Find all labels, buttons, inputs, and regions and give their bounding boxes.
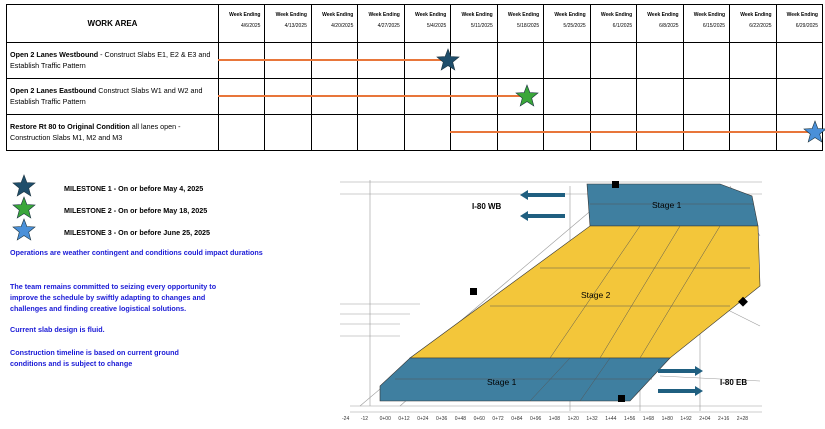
week-ending-label: Week Ending bbox=[647, 12, 679, 18]
milestone-star-icon bbox=[803, 120, 825, 149]
week-ending-label: Week Ending bbox=[322, 12, 354, 18]
week-ending-label: Week Ending bbox=[740, 12, 772, 18]
stage1-top-label: Stage 1 bbox=[652, 200, 682, 210]
week-header bbox=[311, 4, 358, 43]
week-date: 5/18/2025 bbox=[516, 23, 540, 29]
schedule-cell bbox=[683, 78, 730, 115]
schedule-cell bbox=[683, 42, 730, 79]
station-label: 2+28 bbox=[736, 416, 749, 422]
task-duration-bar bbox=[450, 131, 815, 133]
note-timeline: Construction timeline is based on current ground conditions and is subject to change bbox=[10, 348, 179, 369]
site-plan-map bbox=[340, 176, 762, 424]
site-plan-svg bbox=[340, 176, 762, 424]
schedule-cell bbox=[776, 78, 823, 115]
week-header bbox=[497, 4, 544, 43]
task-title: Open 2 Lanes Eastbound bbox=[10, 86, 97, 96]
note-commitment: The team remains committed to seizing every opportunity to improve the schedule by swiftly adapting to changes and challenges and finding creative logistical solutions. bbox=[10, 282, 217, 314]
stage1-bottom-label: Stage 1 bbox=[487, 377, 517, 387]
task-title: Restore Rt 80 to Original Condition bbox=[10, 122, 130, 132]
week-ending-label: Week Ending bbox=[554, 12, 586, 18]
station-label: 0+84 bbox=[511, 416, 523, 422]
week-date: 4/27/2025 bbox=[377, 23, 400, 29]
schedule-cell bbox=[729, 42, 776, 79]
milestone-text: MILESTONE 3 - On or before June 25, 2025 bbox=[64, 228, 211, 237]
schedule-cell bbox=[404, 114, 451, 151]
stage1-bottom-area bbox=[380, 358, 670, 401]
station-label: 1+80 bbox=[661, 416, 673, 422]
week-header bbox=[404, 4, 451, 43]
week-ending-label: Week Ending bbox=[368, 12, 400, 18]
week-date: 6/15/2025 bbox=[702, 23, 726, 29]
eb-label: I-80 EB bbox=[720, 378, 748, 387]
week-date: 6/29/2025 bbox=[795, 23, 818, 29]
station-label: 0+96 bbox=[530, 416, 542, 422]
schedule-cell bbox=[543, 42, 590, 79]
task-title: Open 2 Lanes Westbound bbox=[10, 50, 99, 60]
week-header bbox=[450, 4, 497, 43]
week-ending-label: Week Ending bbox=[275, 12, 307, 18]
schedule-cell bbox=[776, 42, 823, 79]
station-label: 1+08 bbox=[548, 416, 561, 422]
schedule-cell bbox=[357, 114, 404, 151]
station-label: 0+12 bbox=[398, 416, 410, 422]
schedule-cell bbox=[311, 114, 358, 151]
schedule-cell bbox=[729, 78, 776, 115]
schedule-cell bbox=[636, 78, 683, 115]
station-label: -24 bbox=[342, 416, 350, 422]
survey-marker bbox=[470, 288, 477, 295]
week-header bbox=[729, 4, 776, 43]
wb-arrow bbox=[520, 211, 565, 221]
week-ending-label: Week Ending bbox=[600, 12, 633, 18]
milestone-text: MILESTONE 2 - On or before May 18, 2025 bbox=[64, 206, 208, 215]
station-label: 1+20 bbox=[567, 416, 579, 422]
station-label: 1+44 bbox=[605, 416, 617, 422]
station-label: 1+32 bbox=[586, 416, 598, 422]
stage2-label: Stage 2 bbox=[581, 290, 611, 300]
week-date: 5/4/2025 bbox=[426, 23, 447, 29]
schedule-cell bbox=[636, 42, 683, 79]
station-label: 2+04 bbox=[699, 416, 711, 422]
week-date: 5/25/2025 bbox=[563, 23, 586, 29]
work-area-header: WORK AREA bbox=[6, 4, 219, 43]
eb-arrow bbox=[658, 366, 703, 376]
station-label: 0+48 bbox=[454, 416, 467, 422]
week-header bbox=[357, 4, 404, 43]
note-weather: Operations are weather contingent and conditions could impact durations bbox=[10, 248, 263, 257]
milestone-text: MILESTONE 1 - On or before May 4, 2025 bbox=[64, 184, 204, 193]
schedule-cell bbox=[590, 78, 637, 115]
week-header bbox=[636, 4, 683, 43]
survey-marker bbox=[612, 181, 619, 188]
week-ending-label: Week Ending bbox=[414, 12, 447, 18]
station-label: 1+68 bbox=[642, 416, 655, 422]
task-name bbox=[6, 78, 219, 115]
eb-traffic-arrows bbox=[658, 366, 703, 396]
task-detail: - Construct Slabs E1, E2 & E3 and Establish Traffic Pattern bbox=[10, 50, 211, 70]
wb-arrow bbox=[520, 190, 565, 200]
week-header bbox=[590, 4, 637, 43]
task-duration-bar bbox=[218, 95, 527, 97]
week-ending-label: Week Ending bbox=[507, 12, 540, 18]
note-slab-design: Current slab design is fluid. bbox=[10, 325, 105, 334]
week-ending-label: Week Ending bbox=[786, 12, 818, 18]
task-detail: all lanes open - Construction Slabs M1, M2 and M3 bbox=[10, 122, 181, 142]
milestone-star-icon bbox=[515, 84, 539, 113]
week-header bbox=[543, 4, 590, 43]
task-name bbox=[6, 42, 219, 79]
week-date: 4/13/2025 bbox=[284, 23, 307, 29]
task-name bbox=[6, 114, 219, 151]
milestone-row bbox=[12, 218, 210, 247]
week-date: 6/22/2025 bbox=[749, 23, 772, 29]
week-date: 5/11/2025 bbox=[470, 23, 493, 29]
station-label: 2+16 bbox=[718, 416, 730, 422]
schedule-cell bbox=[497, 42, 544, 79]
week-date: 4/6/2025 bbox=[240, 23, 261, 29]
station-label: -12 bbox=[360, 416, 369, 422]
week-date: 6/8/2025 bbox=[659, 23, 679, 29]
week-ending-label: Week Ending bbox=[229, 12, 261, 18]
schedule-cell bbox=[590, 42, 637, 79]
task-duration-bar bbox=[218, 59, 448, 61]
station-label: 0+60 bbox=[473, 416, 485, 422]
station-label: 0+24 bbox=[417, 416, 429, 422]
station-label: 1+56 bbox=[624, 416, 636, 422]
week-ending-label: Week Ending bbox=[461, 12, 493, 18]
schedule-table bbox=[6, 4, 822, 152]
week-ending-label: Week Ending bbox=[693, 12, 726, 18]
week-date: 6/1/2025 bbox=[612, 23, 633, 29]
wb-traffic-arrows bbox=[520, 190, 565, 221]
schedule-cell bbox=[264, 114, 311, 151]
station-label: 1+92 bbox=[680, 416, 692, 422]
survey-marker bbox=[618, 395, 625, 402]
eb-arrow bbox=[658, 386, 703, 396]
schedule-cell bbox=[218, 114, 265, 151]
station-label: 0+00 bbox=[379, 416, 391, 422]
milestone-star-icon bbox=[436, 48, 460, 77]
schedule-cell bbox=[543, 78, 590, 115]
station-labels bbox=[342, 416, 748, 422]
week-header bbox=[776, 4, 823, 43]
week-header bbox=[683, 4, 730, 43]
station-label: 0+72 bbox=[492, 416, 504, 422]
week-header bbox=[264, 4, 311, 43]
milestone-star-icon bbox=[12, 218, 64, 247]
wb-label: I-80 WB bbox=[472, 202, 502, 211]
task-detail: Construct Slabs W1 and W2 and Establish Traffic Pattern bbox=[10, 86, 203, 106]
station-label: 0+36 bbox=[436, 416, 448, 422]
week-date: 4/20/2025 bbox=[331, 23, 354, 29]
week-header bbox=[218, 4, 265, 43]
